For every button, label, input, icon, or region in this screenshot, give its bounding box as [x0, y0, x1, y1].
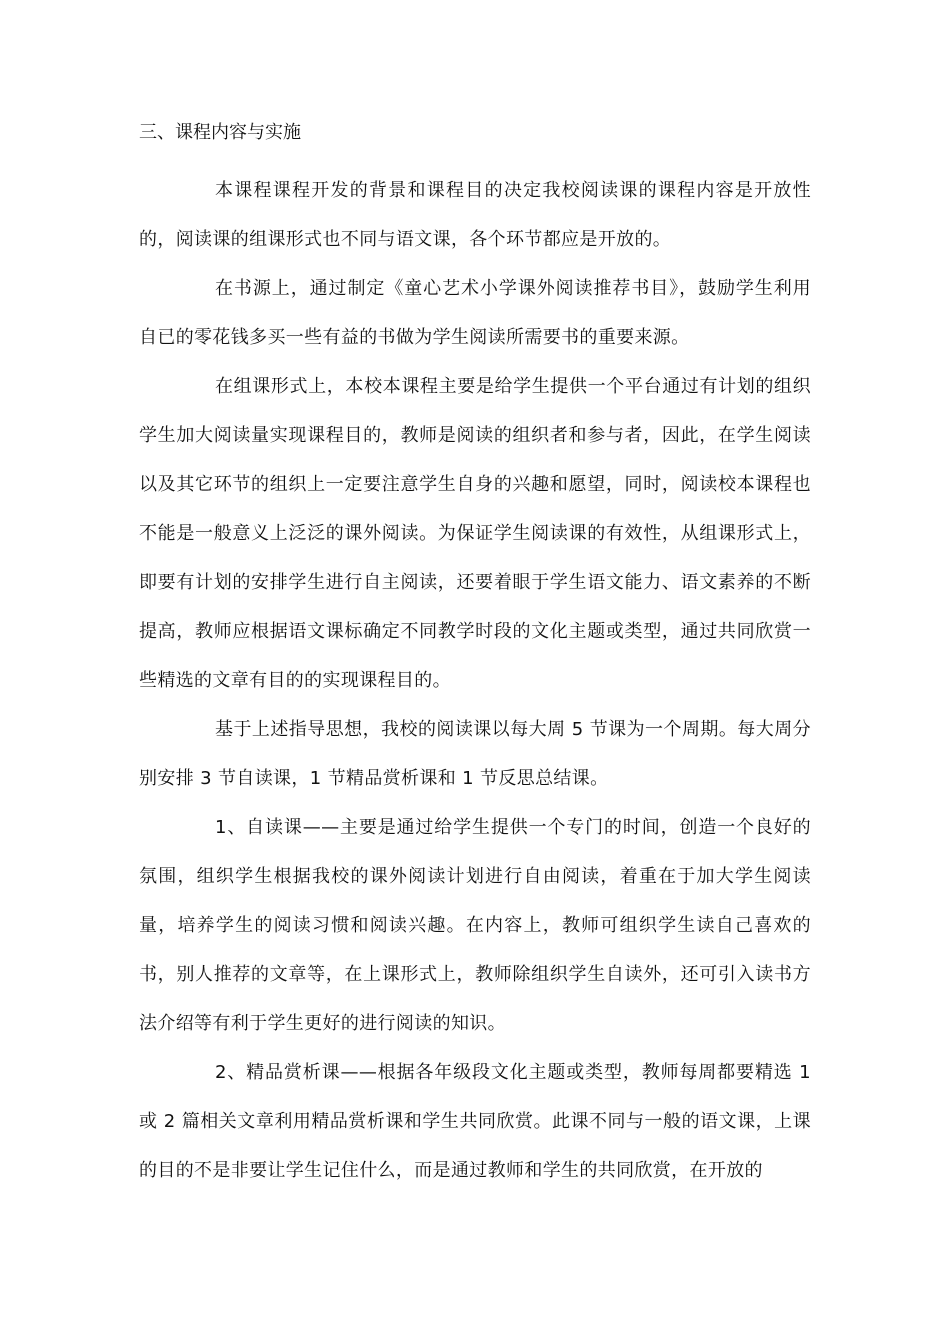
paragraph-course-content: 本课程课程开发的背景和课程目的决定我校阅读课的课程内容是开放性的，阅读课的组课形式也不同与语文课，各个环节都应是开放的。 [139, 180, 811, 250]
paragraph-appreciation-class: 2、精品赏析课——根据各年级段文化主题或类型，教师每周都要精选 1 或 2 篇相关文章利用精品赏析课和学生共同欣赏。此课不同与一般的语文课，上课的目的不是非要让学生记住什么，而是通过教师和学生的共同欣赏，在开放的 [139, 1062, 811, 1181]
paragraph-course-format: 在组课形式上，本校本课程主要是给学生提供一个平台通过有计划的组织学生加大阅读量实现课程目的，教师是阅读的组织者和参与者，因此，在学生阅读以及其它环节的组织上一定要注意学生自身的兴趣和愿望，同时，阅读校本课程也不能是一般意义上泛泛的课外阅读。为保证学生阅读课的有效性，从组课形式上，即要有计划的安排学生进行自主阅读，还要着眼于学生语文能力、语文素养的不断提高，教师应根据语文课标确定不同教学时段的文化主题或类型，通过共同欣赏一些精选的文章有目的的实现课程目的。 [139, 376, 811, 691]
paragraph-weekly-schedule: 基于上述指导思想，我校的阅读课以每大周 5 节课为一个周期。每大周分别安排 3 节自读课，1 节精品赏析课和 1 节反思总结课。 [139, 719, 811, 789]
paragraph-book-source: 在书源上，通过制定《童心艺术小学课外阅读推荐书目》，鼓励学生利用自已的零花钱多买一些有益的书做为学生阅读所需要书的重要来源。 [139, 278, 811, 348]
paragraph-self-reading-class: 1、自读课——主要是通过给学生提供一个专门的时间，创造一个良好的氛围，组织学生根据我校的课外阅读计划进行自由阅读，着重在于加大学生阅读量，培养学生的阅读习惯和阅读兴趣。在内容上，教师可组织学生读自己喜欢的书，别人推荐的文章等，在上课形式上，教师除组织学生自读外，还可引入读书方法介绍等有利于学生更好的进行阅读的知识。 [139, 817, 811, 1034]
section-heading: 三、课程内容与实施 [139, 122, 301, 143]
document-page [139, 120, 811, 1195]
